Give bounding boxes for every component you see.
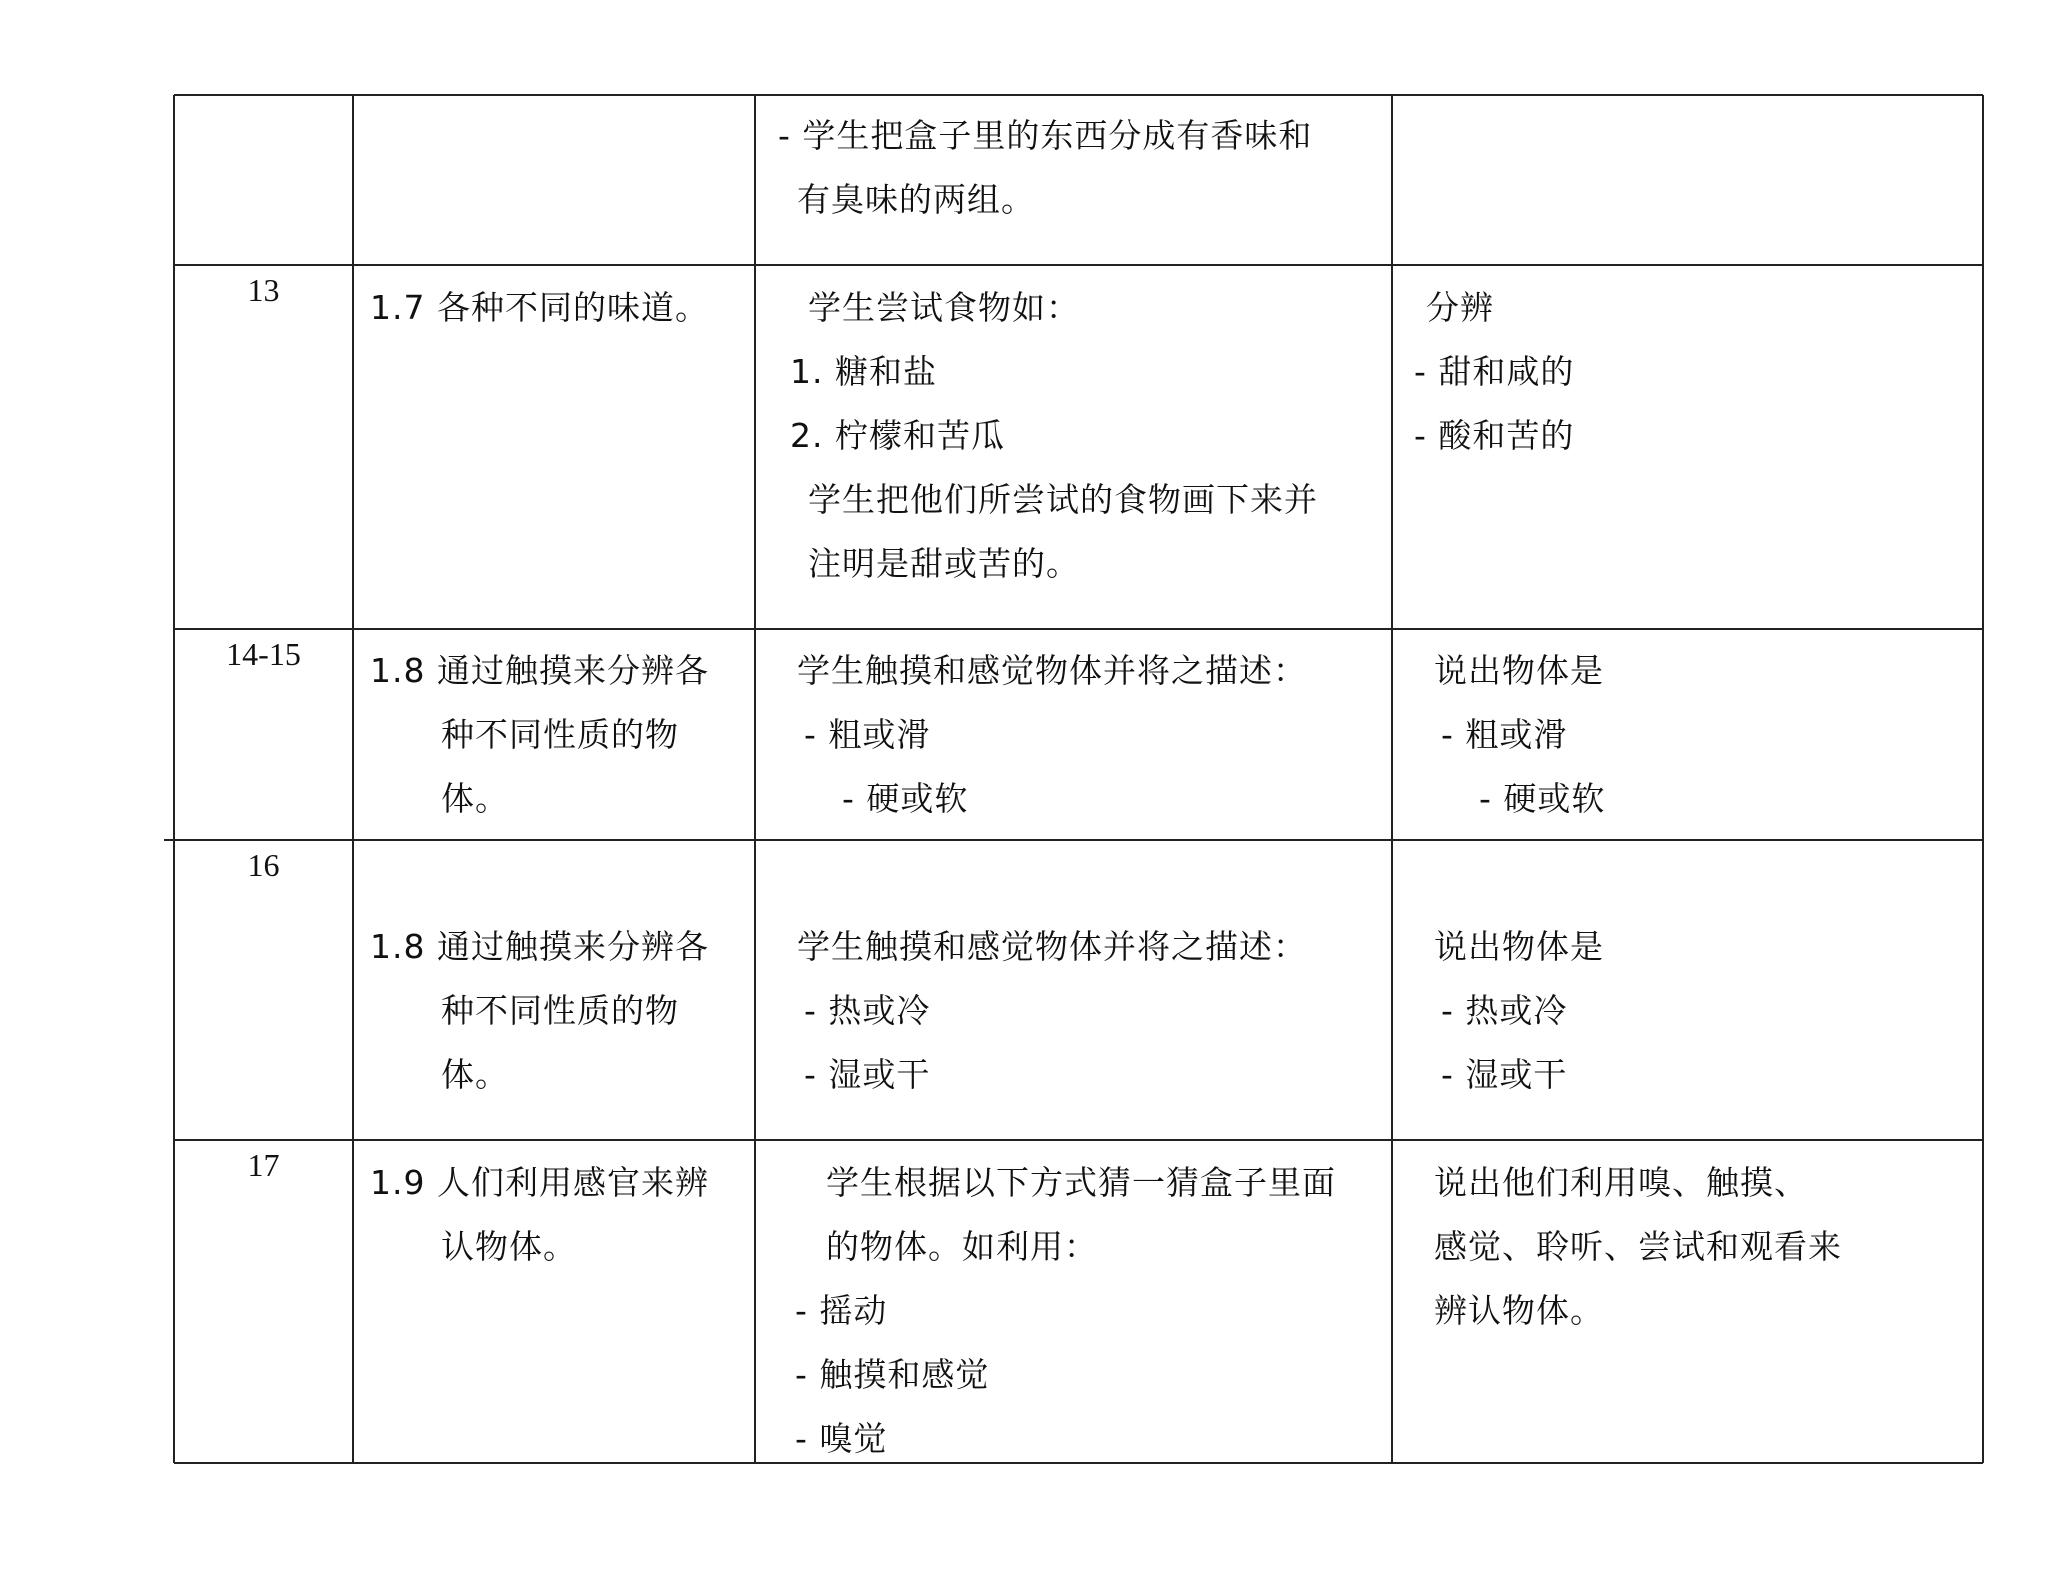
week-number: 13 [247,272,280,308]
outcome-line: 辨认物体。 [1434,1291,1604,1330]
outcome-line: 分辨 [1426,288,1494,327]
outcome-line: 感觉、聆听、尝试和观看来 [1434,1227,1842,1266]
activity-line: 学生尝试食物如： [808,288,1080,327]
topic-line: 体。 [441,779,509,818]
activity-line: 学生把他们所尝试的食物画下来并 [808,480,1318,519]
week-number: 17 [247,1147,280,1183]
outcome-line: - 粗或滑 [1441,715,1568,754]
outcome-line: 说出物体是 [1434,651,1604,690]
topic-line: 1.9 人们利用感官来辨 [370,1163,709,1202]
activity-line: - 摇动 [795,1291,888,1330]
activity-line: 有臭味的两组。 [797,180,1035,219]
activity-line: - 湿或干 [804,1055,931,1094]
topic-line: 体。 [441,1055,509,1094]
activity-line: - 粗或滑 [804,715,931,754]
activity-line: 的物体。如利用： [826,1227,1098,1266]
activity-line: - 硬或软 [842,779,969,818]
outcome-line: - 湿或干 [1441,1055,1568,1094]
outcome-line: - 热或冷 [1441,991,1568,1030]
outcome-line: - 酸和苦的 [1414,416,1575,455]
topic-line: 1.7 各种不同的味道。 [370,288,709,327]
activity-line: 2. 柠檬和苦瓜 [790,416,1005,455]
week-number: 16 [247,847,280,883]
activity-line: - 热或冷 [804,991,931,1030]
topic-line: 种不同性质的物 [441,991,679,1030]
activity-line: 学生根据以下方式猜一猜盒子里面 [826,1163,1336,1202]
activity-line: - 嗅觉 [795,1419,888,1458]
activity-line: - 学生把盒子里的东西分成有香味和 [778,116,1313,155]
topic-line: 种不同性质的物 [441,715,679,754]
activity-line: 1. 糖和盐 [790,352,937,391]
week-number: 14-15 [226,636,301,672]
outcome-line: 说出他们利用嗅、触摸、 [1434,1163,1808,1202]
outcome-line: - 甜和咸的 [1414,352,1575,391]
activity-line: 学生触摸和感觉物体并将之描述： [797,927,1307,966]
outcome-line: - 硬或软 [1479,779,1606,818]
activity-line: 学生触摸和感觉物体并将之描述： [797,651,1307,690]
outcome-line: 说出物体是 [1434,927,1604,966]
activity-line: 注明是甜或苦的。 [808,544,1080,583]
topic-line: 认物体。 [441,1227,577,1266]
topic-line: 1.8 通过触摸来分辨各 [370,927,709,966]
topic-line: 1.8 通过触摸来分辨各 [370,651,709,690]
activity-line: - 触摸和感觉 [795,1355,990,1394]
